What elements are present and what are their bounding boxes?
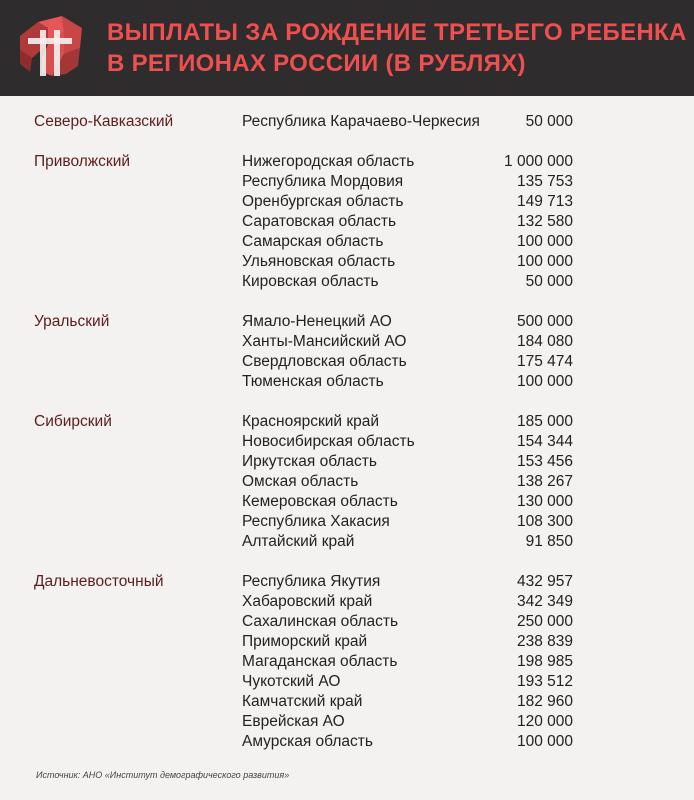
district-group xyxy=(0,112,694,132)
payment-value: 120 000 xyxy=(516,713,573,730)
region-name: Омская область xyxy=(242,473,359,490)
district-group xyxy=(0,572,694,752)
table-row xyxy=(0,612,694,632)
region-name: Тюменская область xyxy=(242,373,384,390)
district-name: Уральский xyxy=(34,313,110,330)
title-line-2: В РЕГИОНАХ РОССИИ (В РУБЛЯХ) xyxy=(107,50,526,77)
region-name: Самарская область xyxy=(242,233,384,250)
table-row xyxy=(0,152,694,172)
table-row xyxy=(0,232,694,252)
district-name: Дальневосточный xyxy=(34,573,164,590)
table-row xyxy=(0,452,694,472)
payment-value: 138 267 xyxy=(516,473,573,490)
region-name: Ямало-Ненецкий АО xyxy=(242,313,392,330)
district-name: Северо-Кавказский xyxy=(34,113,174,130)
table-row xyxy=(0,692,694,712)
payment-value: 91 850 xyxy=(525,533,573,550)
region-name: Свердловская область xyxy=(242,353,407,370)
table-row xyxy=(0,492,694,512)
payment-value: 108 300 xyxy=(516,513,573,530)
region-name: Еврейская АО xyxy=(242,713,345,730)
payment-value: 432 957 xyxy=(516,573,573,590)
payment-value: 500 000 xyxy=(516,313,573,330)
district-group xyxy=(0,152,694,292)
table-row xyxy=(0,172,694,192)
region-name: Иркутская область xyxy=(242,453,377,470)
district-group xyxy=(0,312,694,392)
region-name: Республика Хакасия xyxy=(242,513,390,530)
table-row xyxy=(0,192,694,212)
region-name: Чукотский АО xyxy=(242,673,341,690)
region-name: Амурская область xyxy=(242,733,373,750)
payment-value: 135 753 xyxy=(516,173,573,190)
fontanka-logo-icon xyxy=(18,14,84,80)
title-line-1: ВЫПЛАТЫ ЗА РОЖДЕНИЕ ТРЕТЬЕГО РЕБЕНКА xyxy=(107,19,687,46)
payment-value: 175 474 xyxy=(516,353,573,370)
payment-value: 185 000 xyxy=(516,413,573,430)
table-row xyxy=(0,372,694,392)
payment-value: 100 000 xyxy=(516,733,573,750)
payment-value: 250 000 xyxy=(516,613,573,630)
table-row xyxy=(0,312,694,332)
payment-value: 50 000 xyxy=(525,113,573,130)
payment-value: 342 349 xyxy=(516,593,573,610)
payment-value: 100 000 xyxy=(516,253,573,270)
payment-value: 184 080 xyxy=(516,333,573,350)
region-name: Кемеровская область xyxy=(242,493,398,510)
payment-value: 153 456 xyxy=(516,453,573,470)
payment-value: 149 713 xyxy=(516,193,573,210)
payment-value: 132 580 xyxy=(516,213,573,230)
table-row xyxy=(0,412,694,432)
payment-value: 1 000 000 xyxy=(504,153,573,170)
table-row xyxy=(0,212,694,232)
table-row xyxy=(0,112,694,132)
region-name: Камчатский край xyxy=(242,693,363,710)
table-row xyxy=(0,532,694,552)
region-name: Красноярский край xyxy=(242,413,380,430)
page-title xyxy=(107,17,687,79)
region-name: Хабаровский край xyxy=(242,593,373,610)
payment-value: 50 000 xyxy=(525,273,573,290)
region-name: Республика Мордовия xyxy=(242,173,404,190)
region-name: Республика Якутия xyxy=(242,573,381,590)
district-name: Сибирский xyxy=(34,413,112,430)
table-row xyxy=(0,712,694,732)
payment-value: 238 839 xyxy=(516,633,573,650)
table-row xyxy=(0,472,694,492)
payment-value: 182 960 xyxy=(516,693,573,710)
region-name: Новосибирская область xyxy=(242,433,415,450)
district-group xyxy=(0,412,694,552)
payment-value: 100 000 xyxy=(516,373,573,390)
table-row xyxy=(0,272,694,292)
region-name: Ульяновская область xyxy=(242,253,396,270)
payment-value: 193 512 xyxy=(516,673,573,690)
region-name: Нижегородская область xyxy=(242,153,415,170)
region-name: Сахалинская область xyxy=(242,613,399,630)
table-row xyxy=(0,592,694,612)
region-name: Приморский край xyxy=(242,633,368,650)
district-name: Приволжский xyxy=(34,153,131,170)
table-row xyxy=(0,352,694,372)
table-row xyxy=(0,672,694,692)
table-row xyxy=(0,332,694,352)
region-name: Магаданская область xyxy=(242,653,398,670)
region-name: Республика Карачаево-Черкесия xyxy=(242,113,480,130)
payments-table xyxy=(0,112,694,770)
header-banner xyxy=(0,0,694,96)
table-row xyxy=(0,512,694,532)
payment-value: 154 344 xyxy=(516,433,573,450)
payment-value: 198 985 xyxy=(516,653,573,670)
region-name: Алтайский край xyxy=(242,533,355,550)
region-name: Оренбургская область xyxy=(242,193,404,210)
payment-value: 130 000 xyxy=(516,493,573,510)
source-note: Источник: АНО «Институт демографического развития» xyxy=(36,770,290,780)
region-name: Ханты-Мансийский АО xyxy=(242,333,407,350)
table-row xyxy=(0,252,694,272)
table-row xyxy=(0,572,694,592)
table-row xyxy=(0,732,694,752)
payment-value: 100 000 xyxy=(516,233,573,250)
table-row xyxy=(0,652,694,672)
table-row xyxy=(0,632,694,652)
region-name: Саратовская область xyxy=(242,213,397,230)
region-name: Кировская область xyxy=(242,273,379,290)
table-row xyxy=(0,432,694,452)
